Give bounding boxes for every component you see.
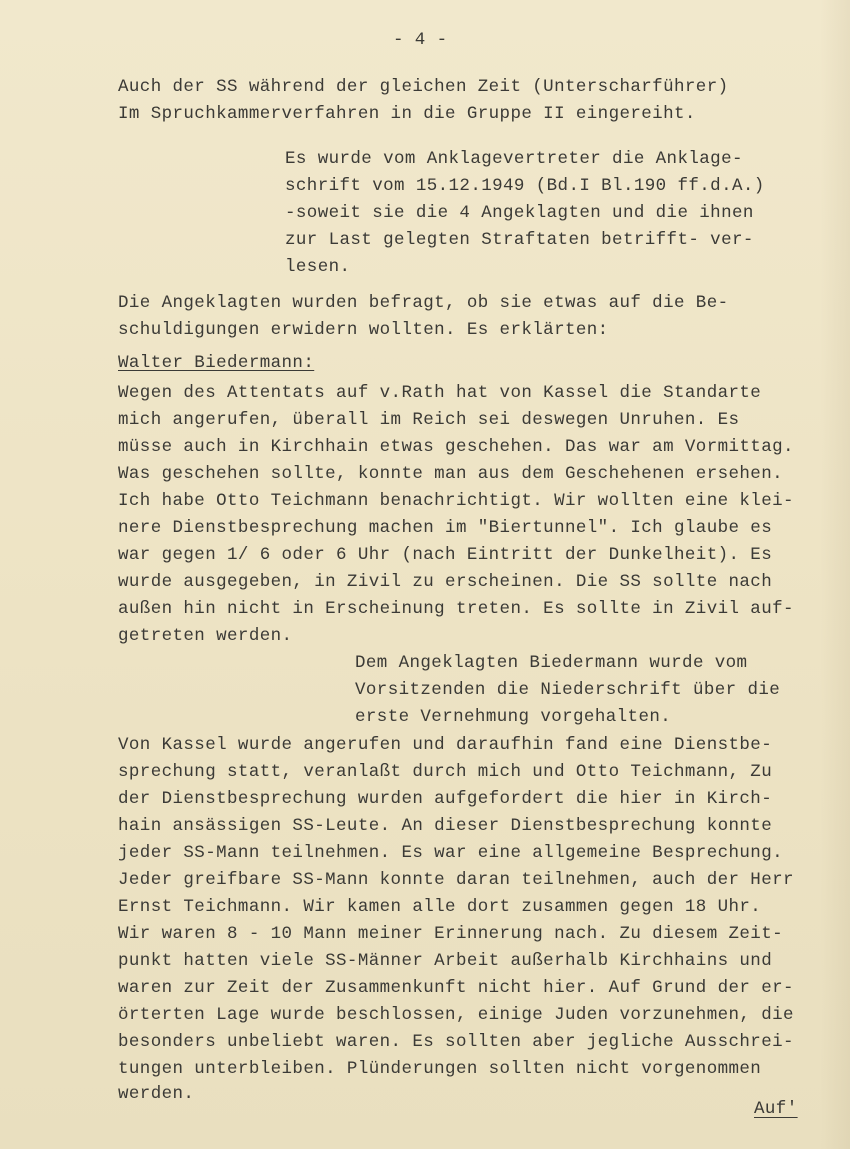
- text-line: war gegen 1/ 6 oder 6 Uhr (nach Eintritt der Dunkelheit). Es: [118, 545, 773, 565]
- text-line: lesen.: [285, 257, 351, 277]
- text-line: schuldigungen erwidern wollten. Es erklärten:: [118, 320, 609, 340]
- text-line: sprechung statt, veranlaßt durch mich und Otto Teichmann, Zu: [118, 762, 773, 782]
- text-line: Im Spruchkammerverfahren in die Gruppe II eingereiht.: [118, 104, 696, 124]
- text-line: örterten Lage wurde beschlossen, einige Juden vorzunehmen, die: [118, 1005, 794, 1025]
- text-line: punkt hatten viele SS-Männer Arbeit außerhalb Kirchhains und: [118, 951, 773, 971]
- text-line: außen hin nicht in Erscheinung treten. Es sollte in Zivil auf-: [118, 599, 794, 619]
- text-line: Was geschehen sollte, konnte man aus dem Geschehenen ersehen.: [118, 464, 784, 484]
- text-line: Ich habe Otto Teichmann benachrichtigt. Wir wollten eine klei-: [118, 491, 794, 511]
- text-line: mich angerufen, überall im Reich sei deswegen Unruhen. Es: [118, 410, 740, 430]
- text-line: Vorsitzenden die Niederschrift über die: [355, 680, 781, 700]
- text-line: -soweit sie die 4 Angeklagten und die ihnen: [285, 203, 754, 223]
- page-number: - 4 -: [393, 30, 448, 50]
- text-line: nere Dienstbesprechung machen im "Biertunnel". Ich glaube es: [118, 518, 773, 538]
- text-line: besonders unbeliebt waren. Es sollten aber jegliche Ausschrei-: [118, 1032, 794, 1052]
- text-line: Es wurde vom Anklagevertreter die Anklage-: [285, 149, 743, 169]
- text-line: Wir waren 8 - 10 Mann meiner Erinnerung nach. Zu diesem Zeit-: [118, 924, 784, 944]
- text-line: jeder SS-Mann teilnehmen. Es war eine allgemeine Besprechung.: [118, 843, 784, 863]
- text-line: Wegen des Attentats auf v.Rath hat von Kassel die Standarte: [118, 383, 762, 403]
- text-line: hain ansässigen SS-Leute. An dieser Dienstbesprechung konnte: [118, 816, 773, 836]
- text-line: Die Angeklagten wurden befragt, ob sie etwas auf die Be-: [118, 293, 729, 313]
- speaker-name: Walter Biedermann:: [118, 353, 315, 373]
- text-line: Ernst Teichmann. Wir kamen alle dort zusammen gegen 18 Uhr.: [118, 897, 762, 917]
- text-line: Von Kassel wurde angerufen und daraufhin fand eine Dienstbe-: [118, 735, 773, 755]
- text-line: zur Last gelegten Straftaten betrifft- ver-: [285, 230, 754, 250]
- text-line: Jeder greifbare SS-Mann konnte daran teilnehmen, auch der Herr: [118, 870, 794, 890]
- text-line: getreten werden.: [118, 626, 293, 646]
- text-line: werden.: [118, 1084, 195, 1104]
- text-line: schrift vom 15.12.1949 (Bd.I Bl.190 ff.d.A.): [285, 176, 765, 196]
- text-line: wurde ausgegeben, in Zivil zu erscheinen. Die SS sollte nach: [118, 572, 773, 592]
- text-line: Dem Angeklagten Biedermann wurde vom: [355, 653, 748, 673]
- text-line: erste Vernehmung vorgehalten.: [355, 707, 672, 727]
- text-line: müsse auch in Kirchhain etwas geschehen. Das war am Vormittag.: [118, 437, 794, 457]
- text-line: waren zur Zeit der Zusammenkunft nicht hier. Auf Grund der er-: [118, 978, 794, 998]
- continuation-catchword: Auf': [754, 1099, 798, 1119]
- text-line: der Dienstbesprechung wurden aufgefordert die hier in Kirch-: [118, 789, 773, 809]
- text-line: Auch der SS während der gleichen Zeit (Unterscharführer): [118, 77, 729, 97]
- paper-edge-shadow: [820, 0, 850, 1149]
- text-line: tungen unterbleiben. Plünderungen sollten nicht vorgenommen: [118, 1059, 762, 1079]
